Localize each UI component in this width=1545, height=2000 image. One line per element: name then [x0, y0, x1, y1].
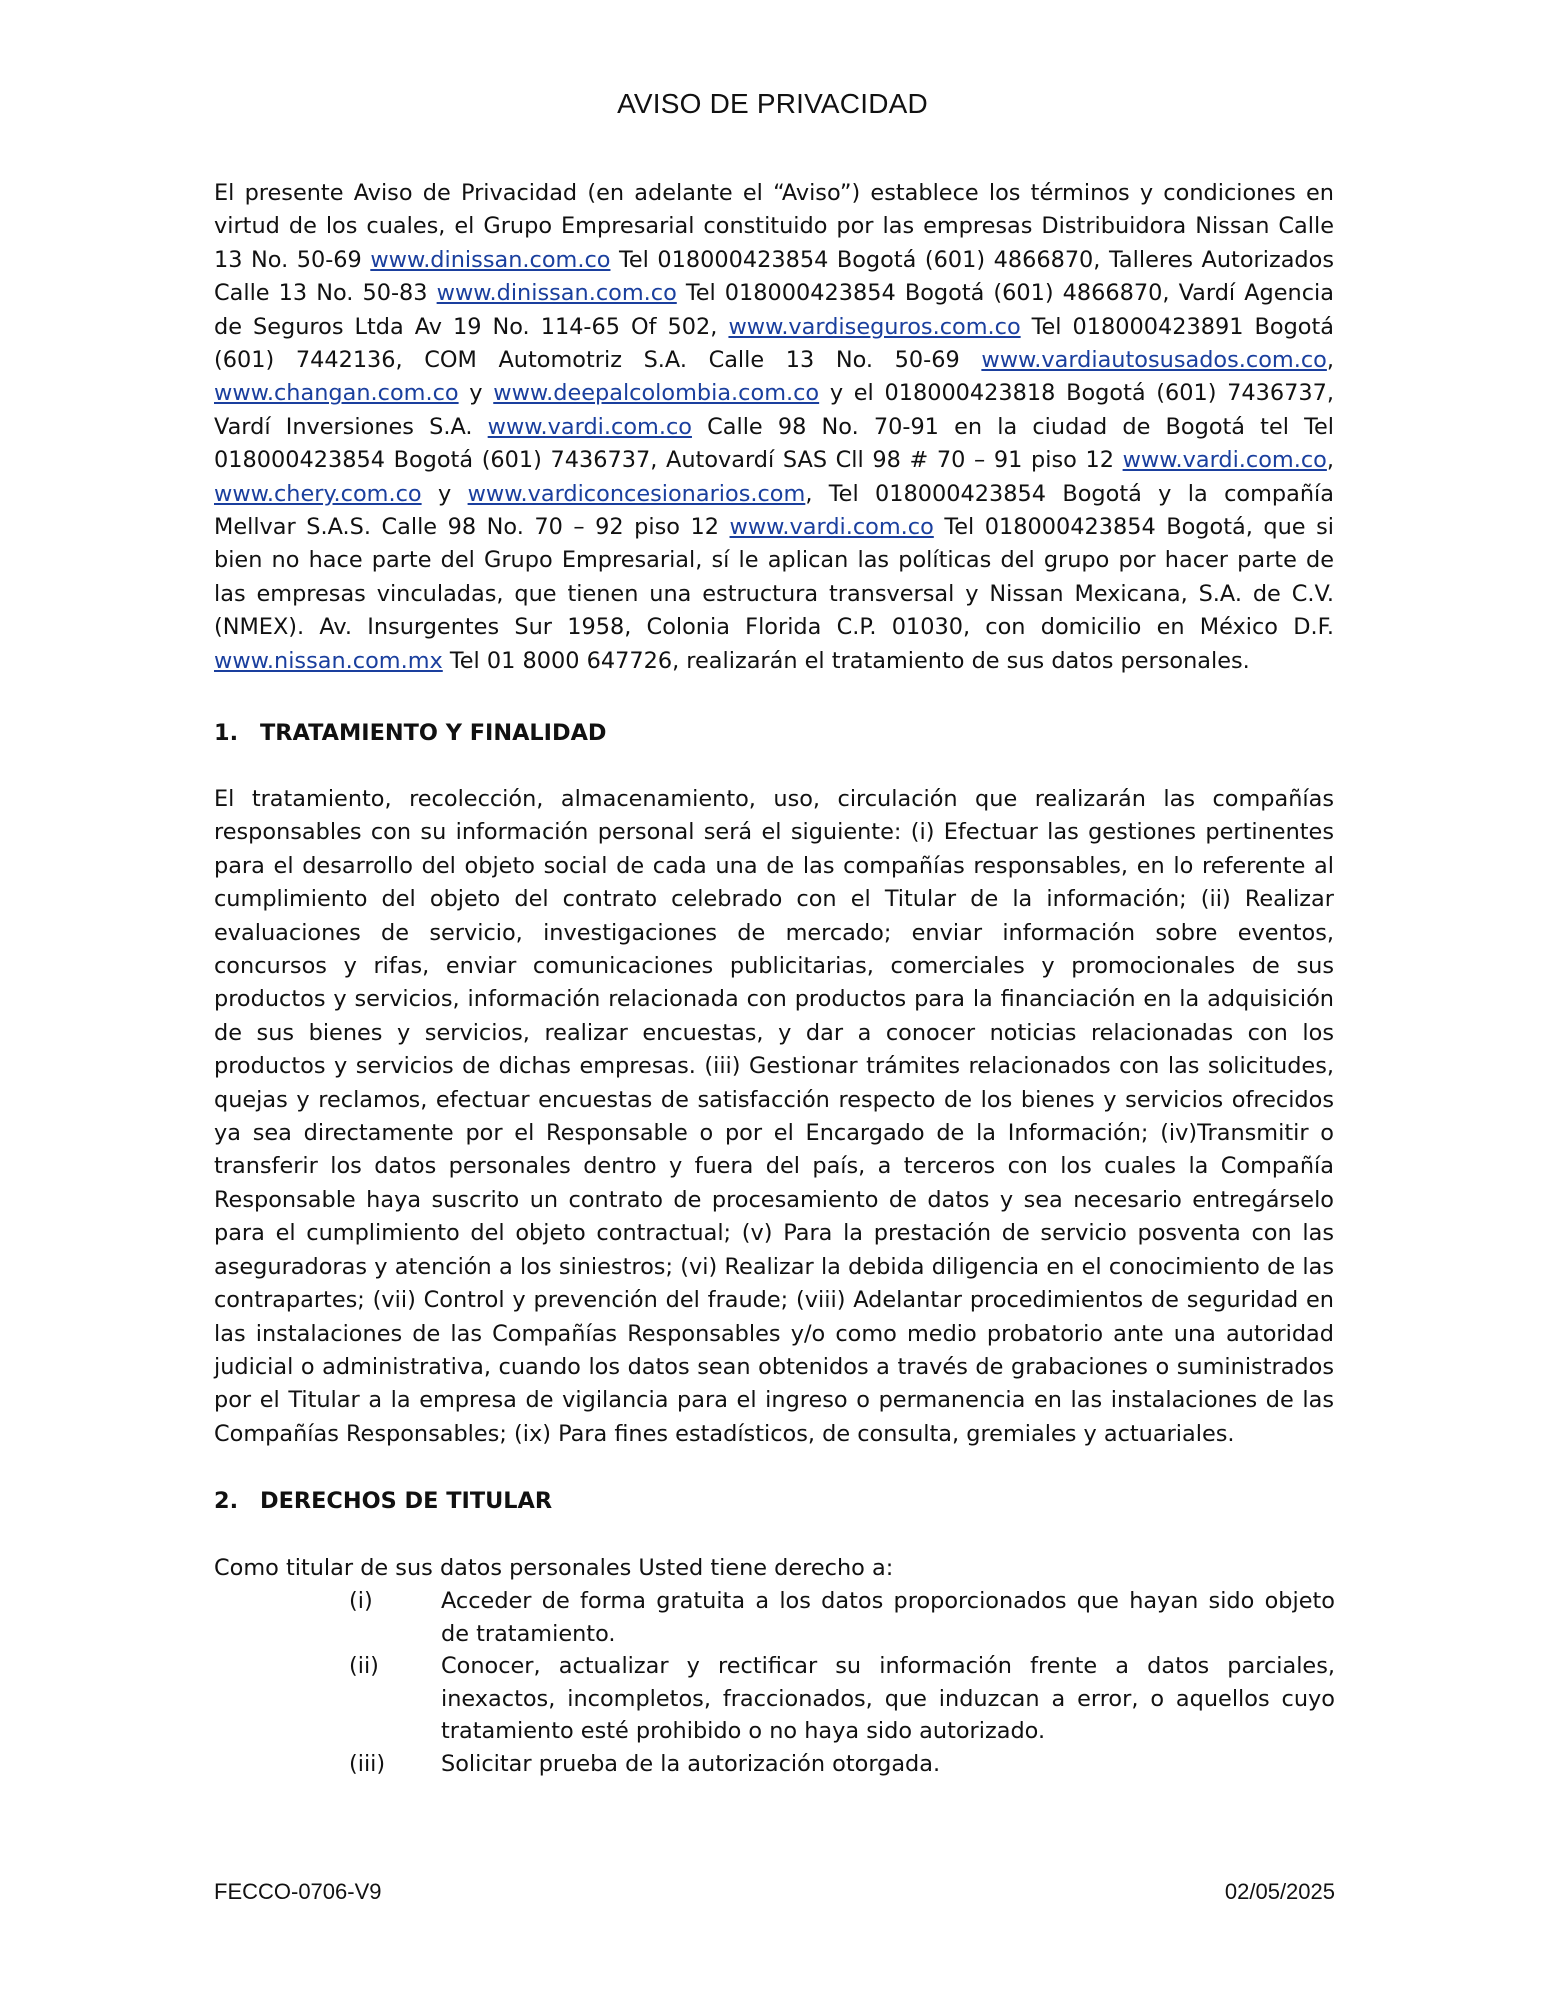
list-item-text: Conocer, actualizar y rectificar su información frente a datos parciales, inexactos, incompletos, fraccionados, que induzcan a error, o aquellos cuyo tratamiento esté prohibido o no haya sido autorizado.	[441, 1653, 1335, 1744]
link-vardiseguros[interactable]: www.vardiseguros.com.co	[728, 313, 1021, 340]
link-dinissan[interactable]: www.dinissan.com.co	[436, 280, 677, 307]
document-title: AVISO DE PRIVACIDAD	[617, 88, 928, 119]
section-1-heading	[214, 720, 607, 746]
section-2-intro-text: Como titular de sus datos personales Usted tiene derecho a:	[214, 1555, 894, 1581]
intro-text: Tel 018000423854 Bogotá, que si bien no hace parte del Grupo Empresarial, sí le aplican las políticas del grupo por hacer parte de las empresas vinculadas, que tienen una estructura transversal y Nissan Mexicana, S.A. de C.V. (NMEX). Av. Insurgentes Sur 1958, Colonia Florida C.P. 01030, con domicilio en México D.F.	[214, 514, 1334, 641]
section-1-paragraph: El tratamiento, recolección, almacenamiento, uso, circulación que realizarán las compañías responsables con su información personal será el siguiente: (i) Efectuar las gestiones pertinentes para el desarrollo del objeto social de cada una de las compañías responsables, en lo referente al cumplimiento del objeto del contrato celebrado con el Titular de la información; (ii) Realizar evaluaciones de servicio, investigaciones de mercado; enviar información sobre eventos, concursos y rifas, enviar comunicaciones publicitarias, comerciales y promocionales de sus productos y servicios, información relacionada con productos para la financiación en la adquisición de sus bienes y servicios, realizar encuestas, y dar a conocer noticias relacionadas con los productos y servicios de dichas empresas. (iii) Gestionar trámites relacionados con las solicitudes, quejas y reclamos, efectuar encuestas de satisfacción respecto de los bienes y servicios ofrecidos ya sea directamente por el Responsable o por el Encargado de la Información; (iv)Transmitir o transferir los datos personales dentro y fuera del país, a terceros con los cuales la Compañía Responsable haya suscrito un contrato de procesamiento de datos y sea necesario entregárselo para el cumplimiento del objeto contractual; (v) Para la prestación de servicio posventa con las aseguradoras y atención a los siniestros; (vi) Realizar la debida diligencia en el conocimiento de las contrapartes; (vii) Control y prevención del fraude; (viii) Adelantar procedimientos de seguridad en las instalaciones de las Compañías Responsables y/o como medio probatorio ante una autoridad judicial o administrativa, cuando los datos sean obtenidos a través de grabaciones o suministrados por el Titular a la empresa de vigilancia para el ingreso o permanencia en las instalaciones de las Compañías Responsables; (ix) Para fines estadísticos, de consulta, gremiales y actuariales.	[214, 786, 1334, 1447]
section-2-heading	[214, 1488, 552, 1514]
footer-document-code: FECCO-0706-V9	[214, 1879, 382, 1904]
section-title: TRATAMIENTO Y FINALIDAD	[260, 720, 607, 746]
section-number: 1.	[214, 720, 239, 746]
intro-text: , Tel 018000423854 Bogotá y la compañía Mellvar S.A.S. Calle 98 No. 70 – 92 piso 12	[214, 480, 1334, 541]
link-vardi[interactable]: www.vardi.com.co	[487, 413, 692, 440]
list-item	[349, 1748, 1335, 1781]
intro-text: y	[421, 480, 468, 507]
list-item	[349, 1585, 1335, 1650]
link-deepalcolombia[interactable]: www.deepalcolombia.com.co	[493, 380, 820, 407]
section-number: 2.	[214, 1488, 239, 1514]
list-item-text: Acceder de forma gratuita a los datos proporcionados que hayan sido objeto de tratamiento.	[441, 1588, 1335, 1647]
intro-text: y el 018000423818 Bogotá (601) 7436737, Vardí Inversiones S.A.	[214, 380, 1334, 440]
link-changan[interactable]: www.changan.com.co	[214, 380, 459, 407]
intro-text: Tel 01 8000 647726, realizarán el tratamiento de sus datos personales.	[442, 647, 1250, 674]
link-vardi[interactable]: www.vardi.com.co	[1122, 447, 1327, 474]
section-2-intro	[214, 1552, 1334, 1585]
footer-date: 02/05/2025	[1224, 1879, 1335, 1904]
list-item	[349, 1650, 1335, 1748]
list-marker: (iii)	[349, 1750, 386, 1777]
link-nissan-mx[interactable]: www.nissan.com.mx	[214, 647, 443, 674]
link-vardiconcesionarios[interactable]: www.vardiconcesionarios.com	[467, 480, 806, 507]
intro-text: Calle 98 No. 70-91 en la ciudad de Bogotá tel Tel 018000423854 Bogotá (601) 7436737, Autovardí SAS Cll 98 # 70 – 91 piso 12	[214, 413, 1334, 474]
section-1-body	[214, 783, 1334, 1451]
link-vardiautosusados[interactable]: www.vardiautosusados.com.co	[981, 347, 1327, 374]
rights-list	[349, 1585, 1335, 1780]
link-vardi[interactable]: www.vardi.com.co	[729, 514, 934, 541]
intro-text: ,	[1326, 347, 1334, 374]
section-title: DERECHOS DE TITULAR	[260, 1488, 553, 1514]
intro-text: ,	[1326, 447, 1334, 474]
list-marker: (i)	[349, 1588, 373, 1614]
intro-text: y	[458, 380, 494, 407]
list-item-text: Solicitar prueba de la autorización otorgada.	[441, 1750, 941, 1777]
intro-text: Tel 018000423891 Bogotá (601) 7442136, COM Automotriz S.A. Calle 13 No. 50-69	[214, 313, 1334, 374]
link-dinissan[interactable]: www.dinissan.com.co	[370, 246, 611, 273]
intro-paragraph	[214, 177, 1334, 678]
list-marker: (ii)	[349, 1653, 379, 1679]
intro-text: El presente Aviso de Privacidad (en adelante el “Aviso”) establece los términos y condiciones en virtud de los cuales, el Grupo Empresarial constituido por las empresas Distribuidora Nissan Calle 13 No. 50-69	[214, 180, 1334, 273]
link-chery[interactable]: www.chery.com.co	[214, 480, 422, 507]
intro-text: Tel 018000423854 Bogotá (601) 4866870, Vardí Agencia de Seguros Ltda Av 19 No. 114-65 Of 502,	[214, 280, 1334, 340]
intro-text: Tel 018000423854 Bogotá (601) 4866870, Talleres Autorizados Calle 13 No. 50-83	[214, 246, 1334, 307]
